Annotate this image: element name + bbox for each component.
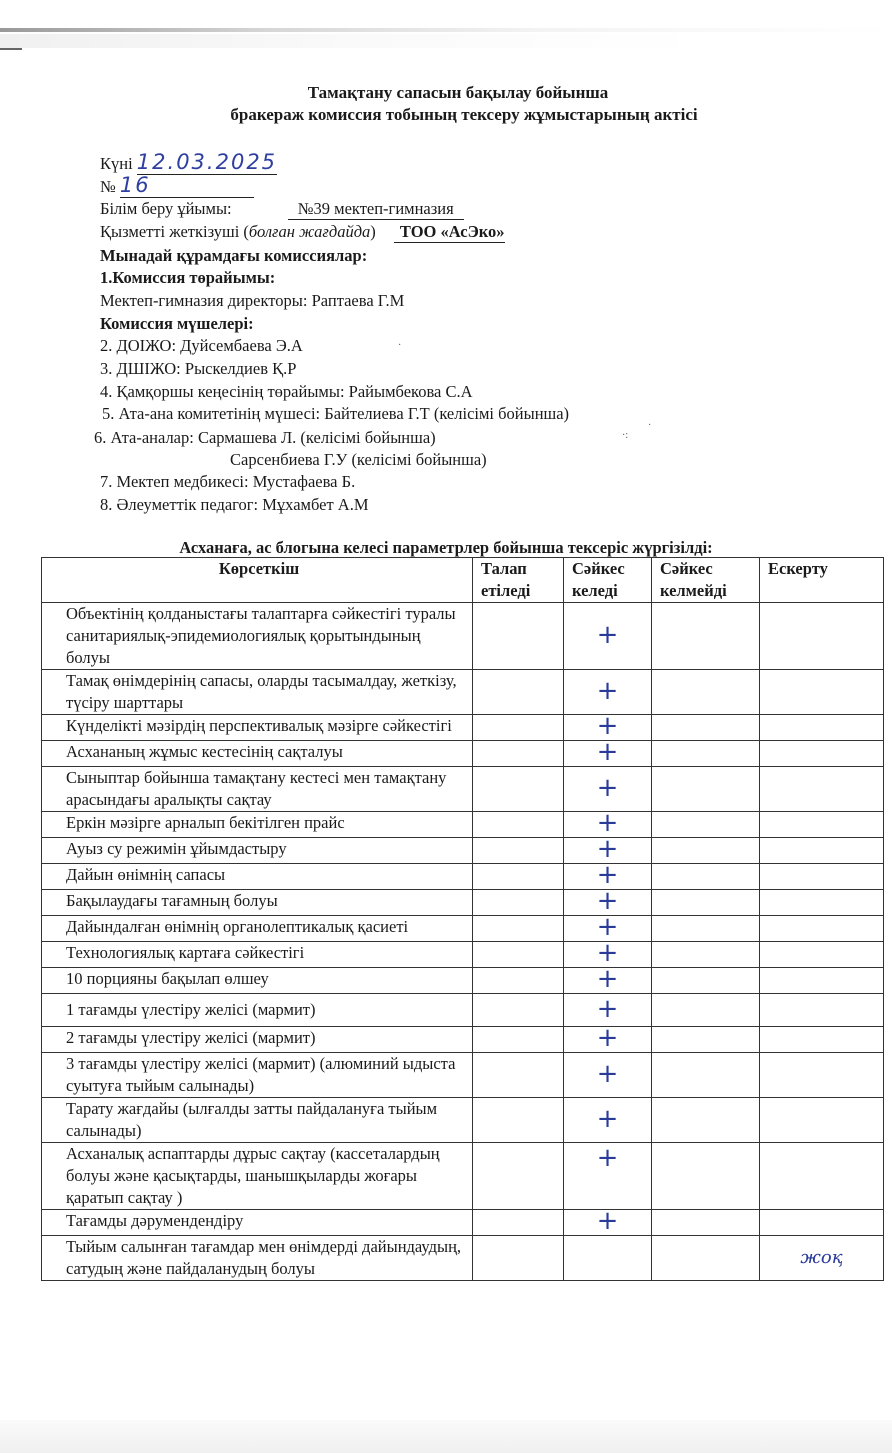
indicator-cell: Сыныптар бойынша тамақтану кестесі мен тамақтану арасындағы аралықты сақтау: [42, 767, 473, 812]
member-item: 8. Әлеуметтік педагог: Мұхамбет А.М: [100, 495, 369, 514]
plus-mark-icon: +: [596, 834, 619, 864]
plus-mark-icon: +: [596, 619, 619, 650]
plus-mark-icon: +: [596, 772, 619, 803]
table-row: [42, 1098, 884, 1143]
plus-mark-icon: +: [596, 1103, 619, 1134]
plus-mark-icon: +: [596, 1206, 619, 1236]
scan-speck: ·: [648, 420, 652, 431]
indicator-cell: Тарату жағдайы (ылғалды затты пайдалануға тыйым салынады): [42, 1098, 473, 1143]
member-item: Сарсенбиева Г.У (келісімі бойынша): [230, 450, 487, 469]
note-cell: [760, 715, 884, 741]
table-row: [42, 838, 884, 864]
number-row: [100, 175, 254, 198]
date-row: [100, 152, 277, 175]
header-noncompliant: Сәйкес келмейді: [652, 558, 760, 603]
table-row: [42, 812, 884, 838]
table-row: [42, 968, 884, 994]
note-cell: [760, 1098, 884, 1143]
member-item: 5. Ата-ана комитетінің мүшесі: Байтелиева Г.Т (келісімі бойынша): [102, 404, 570, 423]
member-item: 6. Ата-аналар: Сармашева Л. (келісімі бойынша): [94, 428, 436, 447]
inspection-table: [41, 557, 884, 1281]
indicator-cell: 3 тағамды үлестіру желісі (мармит) (алюминий ыдыста суытуға тыйым салынады): [42, 1053, 473, 1098]
plus-mark-icon: +: [596, 860, 619, 890]
note-cell: [760, 767, 884, 812]
table-row: [42, 741, 884, 767]
indicator-cell: Дайындалған өнімнің органолептикалық қасиеті: [42, 916, 473, 942]
chair-name: Мектеп-гимназия директоры: Раптаева Г.М: [100, 291, 405, 310]
plus-mark-icon: +: [596, 711, 619, 741]
note-cell: [760, 603, 884, 670]
org-row: [100, 199, 464, 220]
number-value: 16: [119, 173, 151, 197]
table-row: [42, 942, 884, 968]
table-header-row: [42, 558, 884, 603]
chair-heading: 1.Комиссия төрайымы:: [100, 268, 276, 287]
table-caption: Асханаға, ас блогына келесі параметрлер бойынша тексеріс жүргізілді:: [179, 538, 713, 557]
scan-edge: [0, 28, 892, 32]
plus-mark-icon: +: [596, 1143, 619, 1173]
indicator-cell: Асханалық аспаптарды дұрыс сақтау (кассеталардың болуы және қасықтарды, шанышқыларды жоғары қаратып сақтау ): [42, 1143, 473, 1210]
note-cell: [760, 968, 884, 994]
member-item: 7. Мектеп медбикесі: Мустафаева Б.: [100, 472, 356, 491]
scan-bottom-edge: [0, 1420, 892, 1453]
scan-shadow: [0, 34, 892, 48]
table-row: [42, 670, 884, 715]
scan-mark: [0, 48, 22, 50]
table-row: [42, 767, 884, 812]
handwritten-note: жоқ: [800, 1247, 843, 1268]
note-cell: [760, 994, 884, 1027]
indicator-cell: Күнделікті мәзірдің перспективалық мәзірге сәйкестігі: [42, 715, 473, 741]
table-row: [42, 1210, 884, 1236]
scan-speck: ·: [398, 340, 402, 351]
supplier-italic: болған жағдайда: [248, 222, 371, 241]
note-cell: [760, 1027, 884, 1053]
org-label: Білім беру ұйымы:: [100, 199, 232, 218]
member-item: 3. ДШІЖО: Рыскелдиев Қ.Р: [100, 359, 297, 378]
date-value: 12.03.2025: [136, 150, 278, 174]
note-cell: [760, 916, 884, 942]
supplier-row: Қызметті жеткізуші (болған жағдайда) ТОО «АсЭко»: [100, 222, 505, 241]
table-row: [42, 1053, 884, 1098]
table-row: [42, 715, 884, 741]
note-cell: [760, 942, 884, 968]
plus-mark-icon: +: [596, 886, 619, 916]
indicator-cell: Технологиялық картаға сәйкестігі: [42, 942, 473, 968]
plus-mark-icon: +: [596, 675, 619, 706]
scan-speck: ·:: [622, 430, 629, 441]
indicator-cell: Тамақ өнімдерінің сапасы, оларды тасымалдау, жеткізу, түсіру шарттары: [42, 670, 473, 715]
indicator-cell: Бақылаудағы тағамның болуы: [42, 890, 473, 916]
indicator-cell: Тағамды дәрумендендіру: [42, 1210, 473, 1236]
indicator-cell: Еркін мәзірге арналып бекітілген прайс: [42, 812, 473, 838]
note-cell: [760, 864, 884, 890]
supplier-label: Қызметті жеткізуші (: [100, 222, 249, 241]
plus-mark-icon: +: [596, 993, 619, 1024]
table-row: [42, 916, 884, 942]
table-row: [42, 1027, 884, 1053]
note-cell: [760, 670, 884, 715]
plus-mark-icon: +: [596, 1023, 619, 1053]
plus-mark-icon: +: [596, 964, 619, 994]
table-row: [42, 1143, 884, 1210]
commission-heading: Мынадай құрамдағы комиссиялар:: [100, 246, 368, 265]
plus-mark-icon: +: [596, 912, 619, 942]
document-title-line2: бракераж комиссия тобының тексеру жұмыстарының актісі: [230, 105, 698, 124]
note-cell: [760, 812, 884, 838]
indicator-cell: Ауыз су режимін ұйымдастыру: [42, 838, 473, 864]
header-note: Ескерту: [760, 558, 884, 603]
indicator-cell: Асхананың жұмыс кестесінің сақталуы: [42, 741, 473, 767]
note-cell: [760, 1143, 884, 1210]
header-required: Талап етіледі: [473, 558, 564, 603]
number-label: №: [100, 177, 116, 196]
note-cell: [760, 1210, 884, 1236]
member-item: 2. ДОІЖО: Дуйсембаева Э.А: [100, 336, 303, 355]
indicator-cell: Объектінің қолданыстағы талаптарға сәйкестігі туралы санитариялық-эпидемиологиялық қорытындының болуы: [42, 603, 473, 670]
indicator-cell: Тыйым салынған тағамдар мен өнімдерді дайындаудың, сатудың және пайдаланудың болуы: [42, 1236, 473, 1281]
note-cell: [760, 741, 884, 767]
indicator-cell: 2 тағамды үлестіру желісі (мармит): [42, 1027, 473, 1053]
plus-mark-icon: +: [596, 808, 619, 838]
indicator-cell: Дайын өнімнің сапасы: [42, 864, 473, 890]
plus-mark-icon: +: [596, 938, 619, 968]
supplier-value: ТОО «АсЭко»: [394, 222, 505, 243]
member-item: 4. Қамқоршы кеңесінің төрайымы: Райымбекова С.А: [100, 382, 473, 401]
plus-mark-icon: +: [596, 1058, 619, 1089]
table-row: [42, 864, 884, 890]
indicator-cell: 1 тағамды үлестіру желісі (мармит): [42, 994, 473, 1027]
date-label: Күні: [100, 154, 133, 173]
header-indicator: Көрсеткіш: [42, 558, 473, 603]
header-compliant: Сәйкес келеді: [564, 558, 652, 603]
table-row: [42, 603, 884, 670]
org-value: №39 мектеп-гимназия: [288, 199, 464, 220]
members-heading: Комиссия мүшелері:: [100, 314, 254, 333]
document-title-line1: Тамақтану сапасын бақылау бойынша: [307, 83, 609, 102]
plus-mark-icon: +: [596, 737, 619, 767]
table-row: [42, 1236, 884, 1281]
indicator-cell: 10 порцияны бақылап өлшеу: [42, 968, 473, 994]
table-row: [42, 890, 884, 916]
note-cell: [760, 890, 884, 916]
note-cell: [760, 1053, 884, 1098]
table-row: [42, 994, 884, 1027]
note-cell: [760, 838, 884, 864]
